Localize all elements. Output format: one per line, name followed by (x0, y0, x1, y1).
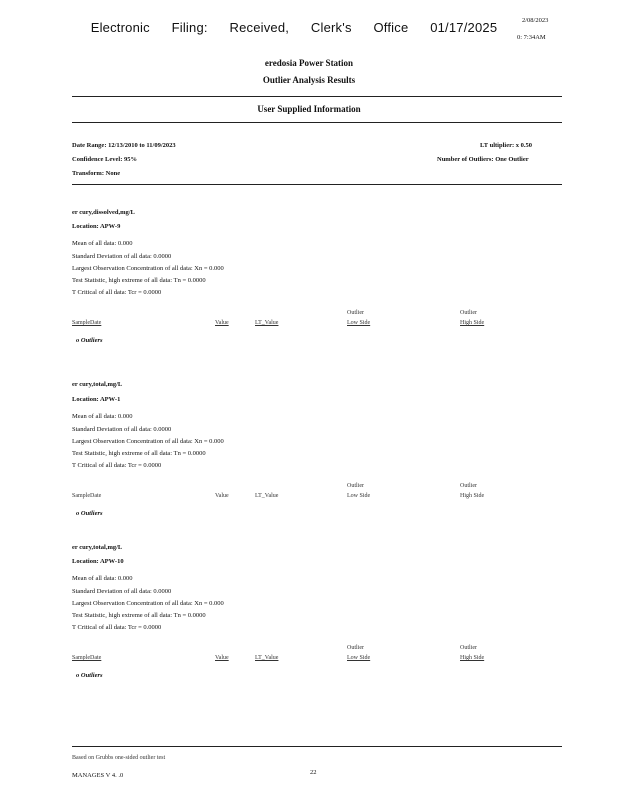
location: Location: APW-10 (72, 558, 124, 565)
col-value: Value (215, 493, 229, 499)
col-value: Value (215, 320, 229, 326)
t-critical: T Critical of all data: Tcr = 0.0000 (72, 462, 162, 469)
test-statistic: Test Statistic, high extreme of all data: Tn = 0.0000 (72, 277, 206, 284)
col-lt-value: LT_Value (255, 493, 279, 499)
station-name: eredosia Power Station (264, 58, 354, 68)
std-dev: Standard Deviation of all data: 0.0000 (72, 588, 172, 595)
col-high-side: High Side (460, 320, 485, 326)
stamp-part: Received, (229, 20, 290, 35)
section-title: User Supplied Information (257, 104, 361, 114)
col-high-side: High Side (460, 493, 485, 499)
col-outlier-low: Outlier (347, 645, 364, 651)
test-statistic: Test Statistic, high extreme of all data: Tn = 0.0000 (72, 450, 206, 457)
col-low-side: Low Side (347, 493, 371, 499)
col-outlier-low: Outlier (347, 483, 364, 489)
transform: Transform: None (72, 170, 121, 177)
confidence-level: Confidence Level: 95% (72, 156, 137, 163)
largest-obs: Largest Observation Concentration of all data: Xn = 0.000 (72, 600, 224, 607)
report-time: 0: 7:34AM (517, 34, 546, 41)
no-outliers: o Outliers (76, 510, 103, 517)
report-date: 2/08/2023 (522, 17, 549, 24)
footer-note: Based on Grubbs one-sided outlier test (72, 755, 166, 761)
t-critical: T Critical of all data: Tcr = 0.0000 (72, 289, 162, 296)
mean: Mean of all data: 0.000 (72, 575, 133, 582)
col-sample-date: SampleDate (72, 655, 102, 661)
test-statistic: Test Statistic, high extreme of all data: Tn = 0.0000 (72, 612, 206, 619)
no-outliers: o Outliers (76, 337, 103, 344)
divider (72, 96, 562, 97)
col-sample-date: SampleDate (72, 493, 102, 499)
col-value: Value (215, 655, 229, 661)
stamp-part: Office (373, 20, 409, 35)
divider (72, 184, 562, 185)
largest-obs: Largest Observation Concentration of all data: Xn = 0.000 (72, 438, 224, 445)
lt-multiplier: LT ultiplier: x 0.50 (480, 142, 533, 149)
col-outlier-high: Outlier (460, 310, 477, 316)
col-outlier-high: Outlier (460, 645, 477, 651)
std-dev: Standard Deviation of all data: 0.0000 (72, 253, 172, 260)
col-sample-date: SampleDate (72, 320, 102, 326)
number-of-outliers: Number of Outliers: One Outlier (437, 156, 529, 163)
col-low-side: Low Side (347, 655, 371, 661)
software-version: MANAGES V 4. .0 (72, 772, 124, 779)
stamp-part: Clerk's (310, 20, 352, 35)
col-high-side: High Side (460, 655, 485, 661)
col-outlier-high: Outlier (460, 483, 477, 489)
std-dev: Standard Deviation of all data: 0.0000 (72, 426, 172, 433)
stamp-part: Electronic (90, 20, 150, 35)
mean: Mean of all data: 0.000 (72, 240, 133, 247)
parameter-name: er cury,total,mg/L (72, 544, 123, 551)
page-number: 22 (310, 769, 317, 776)
largest-obs: Largest Observation Concentration of all data: Xn = 0.000 (72, 265, 224, 272)
col-lt-value: LT_Value (255, 655, 279, 661)
footer-divider (72, 746, 562, 747)
date-range: Date Range: 12/13/2010 to 11/09/2023 (72, 142, 176, 149)
col-low-side: Low Side (347, 320, 371, 326)
stamp-part: Filing: (171, 20, 208, 35)
no-outliers: o Outliers (76, 672, 103, 679)
col-outlier-low: Outlier (347, 310, 364, 316)
col-lt-value: LT_Value (255, 320, 279, 326)
t-critical: T Critical of all data: Tcr = 0.0000 (72, 624, 162, 631)
divider (72, 122, 562, 123)
location: Location: APW-1 (72, 396, 121, 403)
report-title: Outlier Analysis Results (262, 75, 356, 85)
location: Location: APW-9 (72, 223, 121, 230)
stamp-part: 01/17/2025 (430, 20, 498, 35)
mean: Mean of all data: 0.000 (72, 413, 133, 420)
parameter-name: er cury,dissolved,mg/L (72, 209, 135, 216)
parameter-name: er cury,total,mg/L (72, 381, 123, 388)
